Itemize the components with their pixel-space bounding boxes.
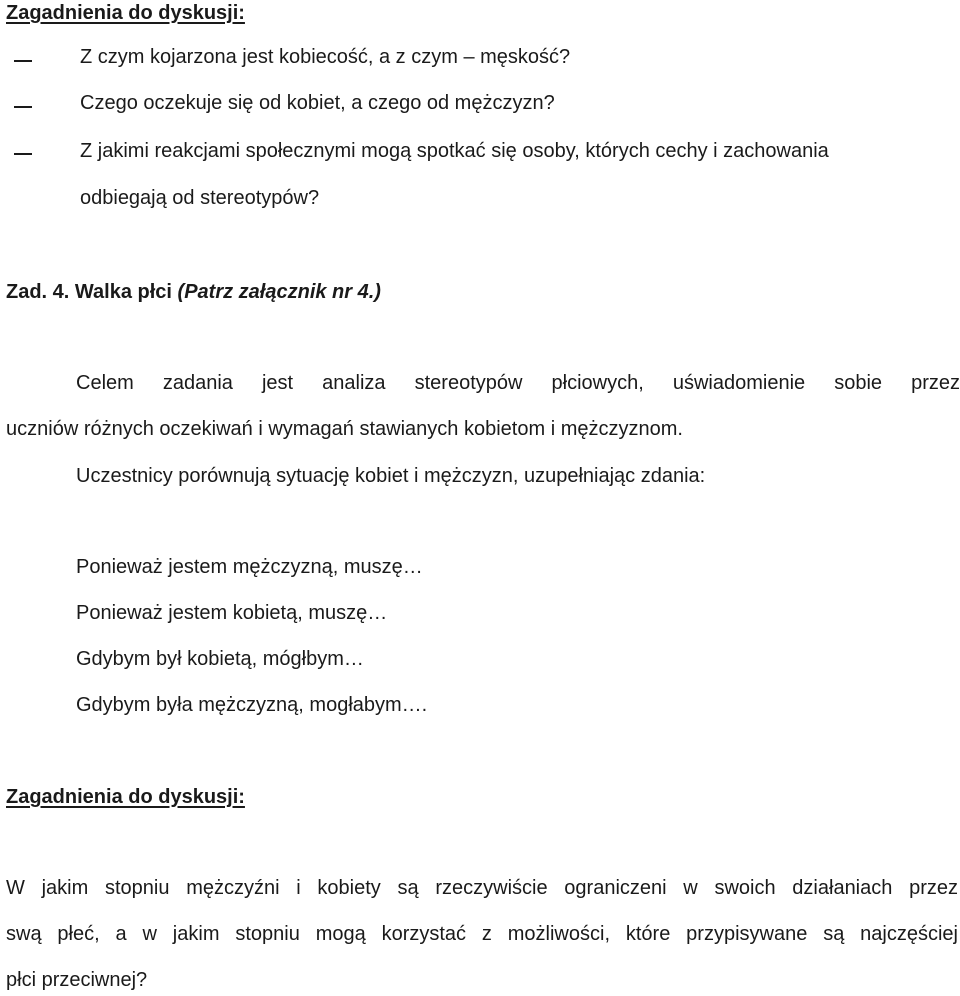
- discussion-heading-1: Zagadnienia do dyskusji:: [6, 2, 245, 24]
- task-instruction: Uczestnicy porównują sytuację kobiet i mężczyzn, uzupełniając zdania:: [76, 465, 706, 487]
- list-item: Z czym kojarzona jest kobiecość, a z czym – męskość?: [80, 46, 571, 68]
- list-item: Z jakimi reakcjami społecznymi mogą spotkać się osoby, których cechy i zachowania: [80, 140, 829, 162]
- task-paragraph-line-1: Celem zadania jest analiza stereotypów płciowych, uświadomienie sobie przez: [76, 372, 960, 394]
- task-title-text: Zad. 4. Walka płci: [6, 281, 178, 303]
- task-paragraph-line-2: uczniów różnych oczekiwań i wymagań stawianych kobietom i mężczyznom.: [6, 418, 683, 440]
- dash-bullet-icon: [14, 153, 32, 155]
- sentence-item: Ponieważ jestem mężczyzną, muszę…: [76, 556, 423, 578]
- sentence-item: Gdybym była mężczyzną, mogłabym….: [76, 694, 428, 716]
- list-item-continuation: odbiegają od stereotypów?: [80, 187, 320, 209]
- discussion-heading-2: Zagadnienia do dyskusji:: [6, 786, 245, 808]
- list-item: Czego oczekuje się od kobiet, a czego od mężczyzn?: [80, 92, 555, 114]
- dash-bullet-icon: [14, 106, 32, 108]
- discussion-question-line-2: swą płeć, a w jakim stopniu mogą korzystać z możliwości, które przypisywane są najczęściej: [6, 923, 958, 945]
- discussion-question-line-1: W jakim stopniu mężczyźni i kobiety są rzeczywiście ograniczeni w swoich działaniach przez: [6, 877, 958, 899]
- task-title-reference: (Patrz załącznik nr 4.): [177, 281, 381, 303]
- dash-bullet-icon: [14, 60, 32, 62]
- task-title: [6, 281, 381, 304]
- discussion-question-line-3: płci przeciwnej?: [6, 969, 148, 991]
- sentence-item: Ponieważ jestem kobietą, muszę…: [76, 602, 388, 624]
- sentence-item: Gdybym był kobietą, mógłbym…: [76, 648, 364, 670]
